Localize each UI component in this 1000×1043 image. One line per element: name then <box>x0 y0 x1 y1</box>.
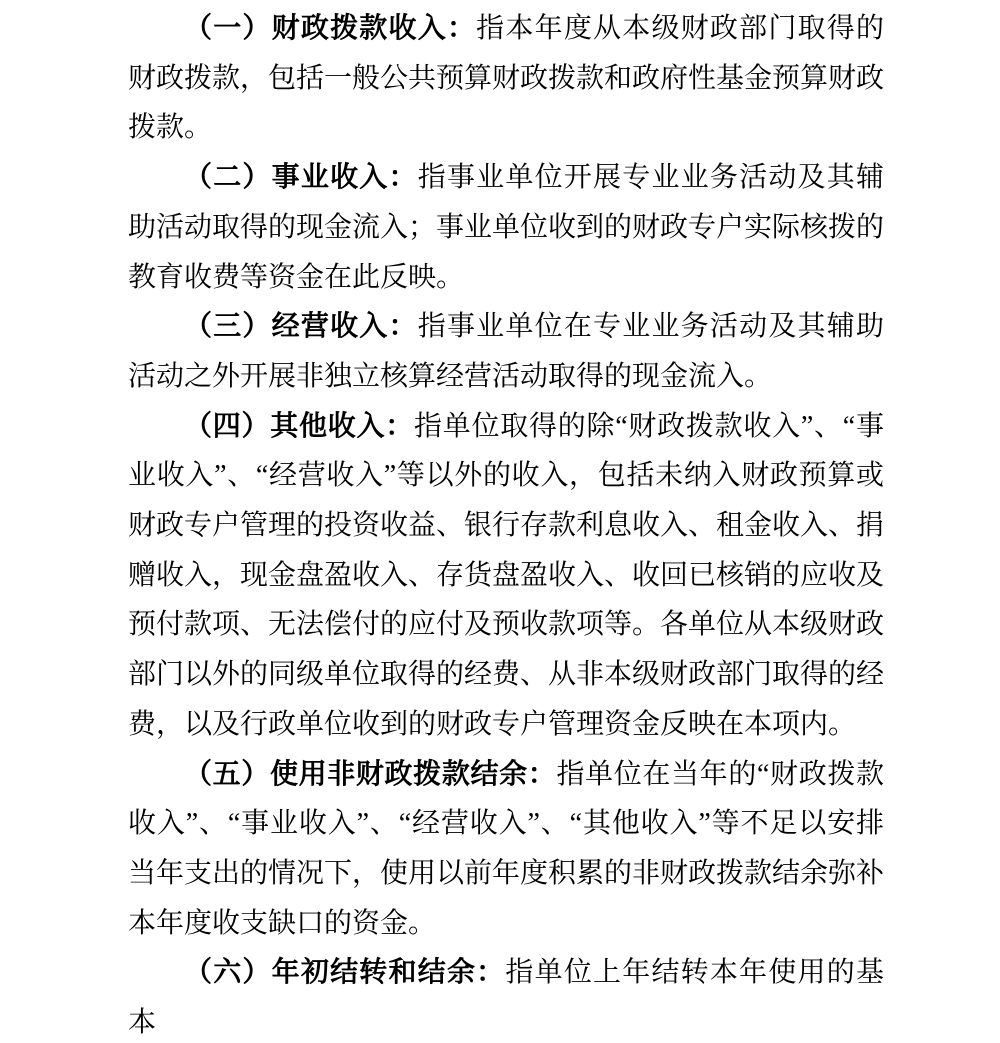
paragraph-3-heading: （三）经营收入： <box>184 311 418 343</box>
paragraph-6-heading: （六）年初结转和结余： <box>184 957 506 989</box>
paragraph-1-heading: （一）财政拨款收入： <box>184 13 477 44</box>
paragraph-2 <box>128 153 884 302</box>
paragraph-6 <box>128 948 884 1043</box>
paragraph-5-heading: （五）使用非财政拨款结余： <box>184 758 557 790</box>
paragraph-4-body: 指单位取得的除“财政拨款收入”、“事业收入”、“经营收入”等以外的收入，包括未纳入财政预算或财政专户管理的投资收益、银行存款利息收入、租金收入、捐赠收入，现金盘盈收入、存货盘盈收入、收回已核销的应收及预付款项、无法偿付的应付及预收款项等。各单位从本级财政部门以外的同级单位取得的经费、从非本级财政部门取得的经费，以及行政单位收到的财政专户管理资金反映在本项内。 <box>128 410 885 740</box>
paragraph-1 <box>128 4 884 153</box>
paragraph-3-body: 指事业单位在专业业务活动及其辅助活动之外开展非独立核算经营活动取得的现金流入。 <box>128 311 884 392</box>
paragraph-4 <box>128 402 884 750</box>
paragraph-2-body: 指事业单位开展专业业务活动及其辅助活动取得的现金流入；事业单位收到的财政专户实际核拨的教育收费等资金在此反映。 <box>128 162 885 293</box>
paragraph-6-body: 指单位上年结转本年使用的基本 <box>128 957 884 1039</box>
paragraph-2-heading: （二）事业收入： <box>184 162 418 194</box>
paragraph-1-body: 指本年度从本级财政部门取得的财政拨款，包括一般公共预算财政拨款和政府性基金预算财政拨款。 <box>128 13 885 144</box>
paragraph-5-body: 指单位在当年的“财政拨款收入”、“事业收入”、“经营收入”、“其他收入”等不足以安排当年支出的情况下，使用以前年度积累的非财政拨款结余弥补本年度收支缺口的资金。 <box>128 758 885 939</box>
paragraph-3 <box>128 302 884 401</box>
paragraph-4-heading: （四）其他收入： <box>184 410 414 442</box>
paragraph-5 <box>128 750 884 949</box>
